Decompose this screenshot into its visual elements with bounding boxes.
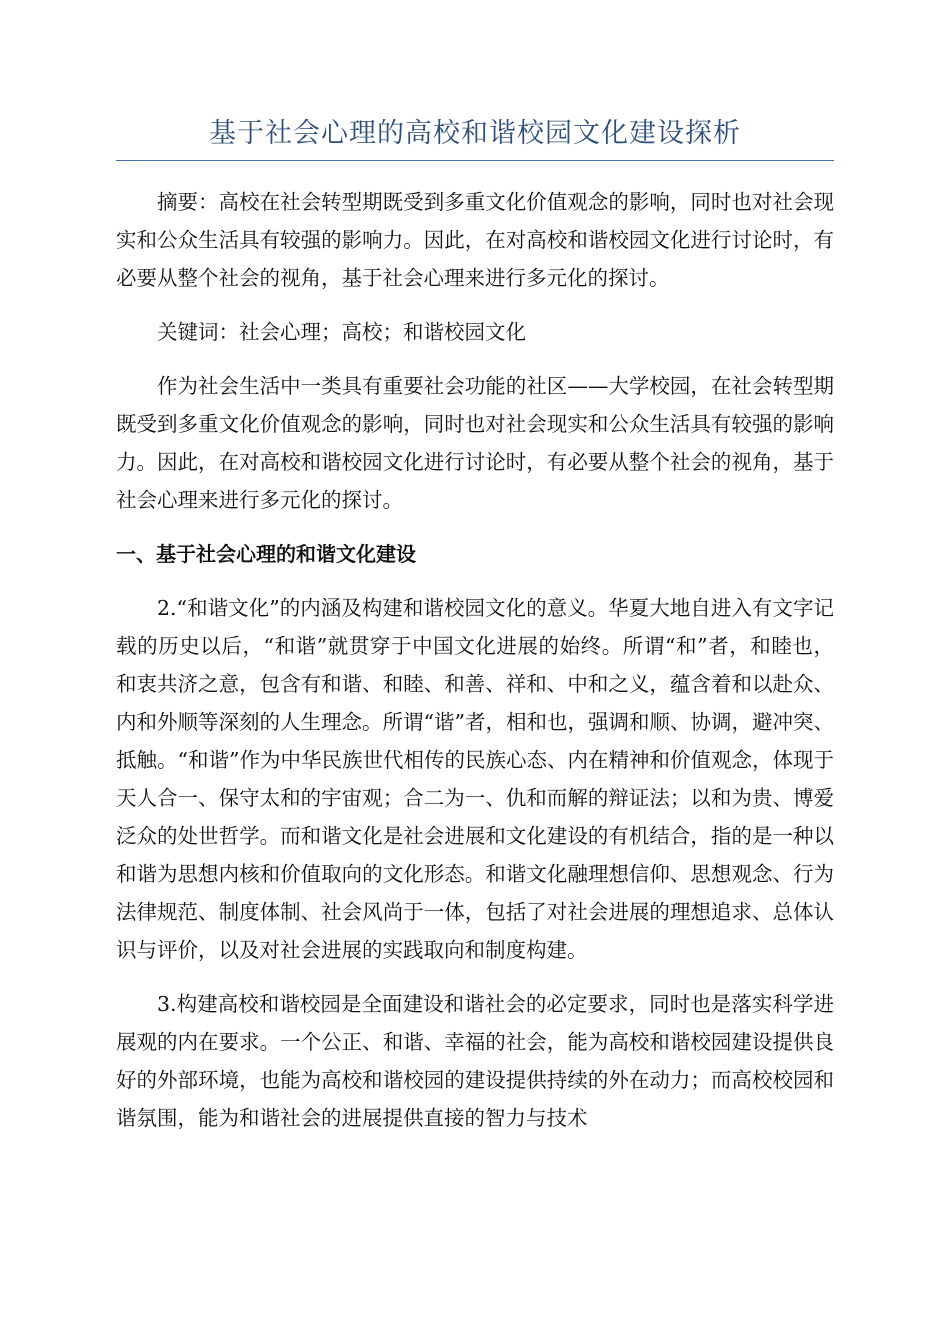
section-heading: 一、基于社会心理的和谐文化建设 bbox=[116, 542, 416, 566]
body-paragraph-3: 3.构建高校和谐校园是全面建设和谐社会的必定要求，同时也是落实科学进展观的内在要求。一个公正、和谐、幸福的社会，能为高校和谐校园建设提供良好的外部环境，也能为高校和谐校园的建设提供持续的外在动力；而高校校园和谐氛围，能为和谐社会的进展提供直接的智力与技术 bbox=[116, 992, 834, 1130]
document-page bbox=[116, 108, 834, 1153]
document-title: 基于社会心理的高校和谐校园文化建设探析 bbox=[116, 108, 834, 161]
abstract-paragraph: 摘要：高校在社会转型期既受到多重文化价值观念的影响，同时也对社会现实和公众生活具有较强的影响力。因此，在对高校和谐校园文化进行讨论时，有必要从整个社会的视角，基于社会心理来进行多元化的探讨。 bbox=[116, 190, 834, 290]
keywords-paragraph: 关键词：社会心理；高校；和谐校园文化 bbox=[157, 320, 526, 344]
body-paragraph-2: 2.“和谐文化”的内涵及构建和谐校园文化的意义。华夏大地自进入有文字记载的历史以后，“和谐”就贯穿于中国文化进展的始终。所谓“和”者，和睦也，和衷共济之意，包含有和谐、和睦、和善、祥和、中和之义，蕴含着和以赴众、内和外顺等深刻的人生理念。所谓“谐”者，相和也，强调和顺、协调，避冲突、抵触。“和谐”作为中华民族世代相传的民族心态、内在精神和价值观念，体现于天人合一、保守太和的宇宙观；合二为一、仇和而解的辩证法；以和为贵、博爱泛众的处世哲学。而和谐文化是社会进展和文化建设的有机结合，指的是一种以和谐为思想内核和价值取向的文化形态。和谐文化融理想信仰、思想观念、行为法律规范、制度体制、社会风尚于一体，包括了对社会进展的理想追求、总体认识与评价，以及对社会进展的实践取向和制度构建。 bbox=[116, 596, 834, 962]
intro-paragraph: 作为社会生活中一类具有重要社会功能的社区——大学校园，在社会转型期既受到多重文化价值观念的影响，同时也对社会现实和公众生活具有较强的影响力。因此，在对高校和谐校园文化进行讨论时，有必要从整个社会的视角，基于社会心理来进行多元化的探讨。 bbox=[116, 374, 834, 512]
